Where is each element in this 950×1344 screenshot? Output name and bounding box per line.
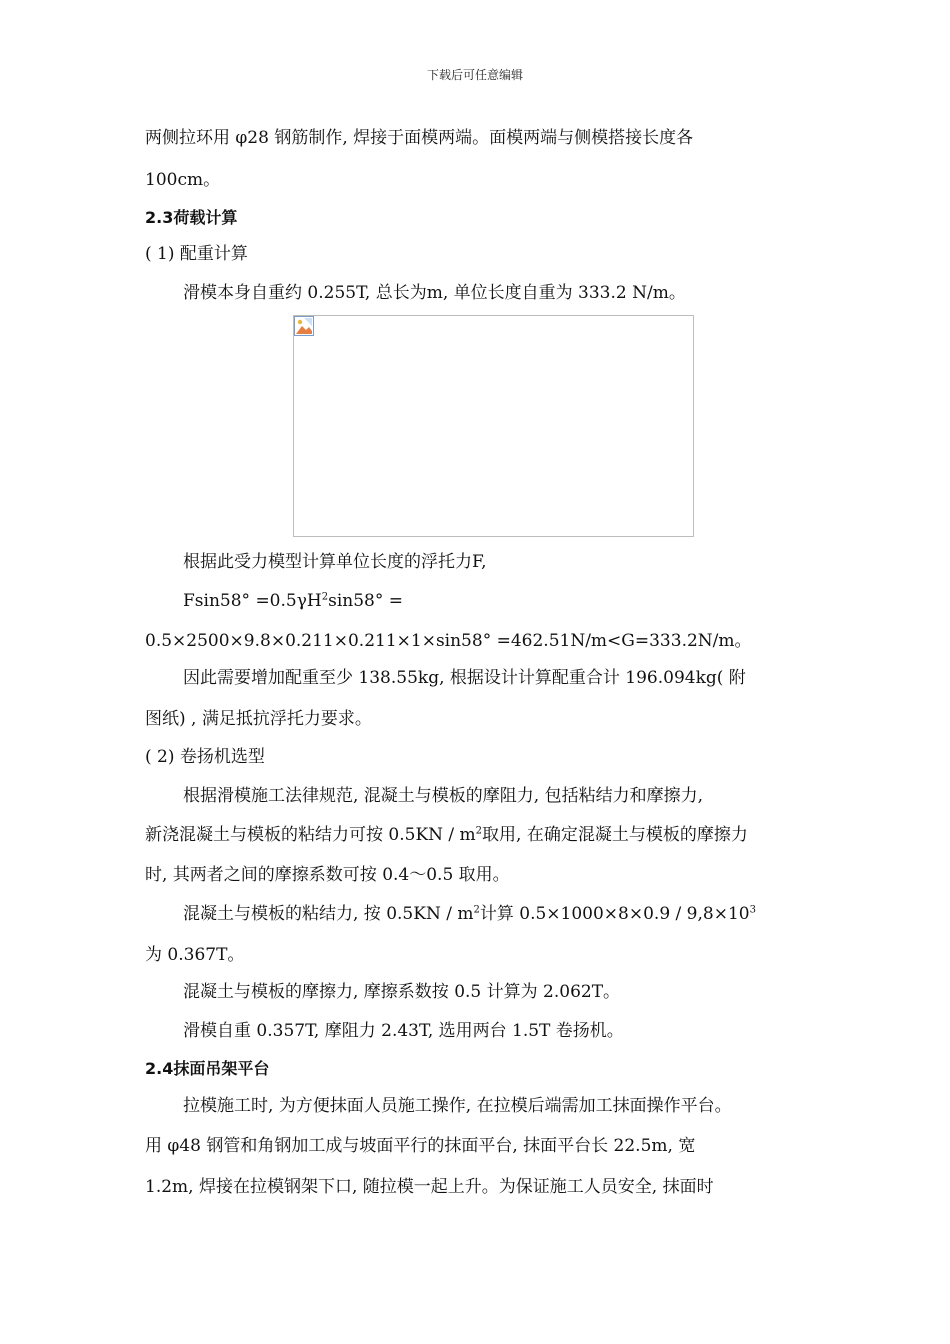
superscript: 3 <box>749 904 756 916</box>
body-line: 根据此受力模型计算单位长度的浮托力F, <box>183 552 487 572</box>
formula-line <box>183 590 403 612</box>
body-line: 图纸) , 满足抵抗浮托力要求。 <box>145 709 372 729</box>
body-line <box>145 824 748 846</box>
subsection-heading: ( 2) 卷扬机选型 <box>145 747 265 767</box>
section-heading-2-3: 2.3荷载计算 <box>145 208 238 227</box>
formula-line: 0.5×2500×9.8×0.211×0.211×1×sin58° =462.51N/m<G=333.2N/m。 <box>145 631 752 651</box>
broken-image-icon <box>294 316 314 336</box>
text-part: 取用, 在确定混凝土与模板的摩擦力 <box>482 825 748 845</box>
text-part: 新浇混凝土与模板的粘结力可按 0.5KN / m <box>145 825 476 845</box>
body-line <box>183 903 756 925</box>
superscript: 2 <box>473 904 480 916</box>
text-part: 计算 0.5×1000×8×0.9 / 9,8×10 <box>479 904 750 924</box>
body-line: 混凝土与模板的摩擦力, 摩擦系数按 0.5 计算为 2.062T。 <box>183 982 621 1002</box>
formula-part: sin58° = <box>328 591 403 611</box>
page-header: 下载后可任意编辑 <box>426 68 523 82</box>
body-line: 时, 其两者之间的摩擦系数可按 0.4～0.5 取用。 <box>145 865 510 885</box>
superscript: 2 <box>475 825 483 837</box>
body-line: 因此需要增加配重至少 138.55kg, 根据设计计算配重合计 196.094kg( 附 <box>183 668 746 688</box>
body-line: 两侧拉环用 φ28 钢筋制作, 焊接于面模两端。面模两端与侧模搭接长度各 <box>145 128 694 148</box>
figure-placeholder <box>293 315 694 537</box>
superscript: 2 <box>321 591 329 603</box>
subsection-heading: ( 1) 配重计算 <box>145 244 248 264</box>
body-line: 拉模施工时, 为方便抹面人员施工操作, 在拉模后端需加工抹面操作平台。 <box>183 1096 732 1116</box>
body-line: 滑模自重 0.357T, 摩阻力 2.43T, 选用两台 1.5T 卷扬机。 <box>183 1021 624 1041</box>
body-line: 滑模本身自重约 0.255T, 总长为m, 单位长度自重为 333.2 N/m。 <box>183 283 686 303</box>
formula-part: Fsin58° =0.5γH <box>183 591 322 611</box>
body-line: 1.2m, 焊接在拉模钢架下口, 随拉模一起上升。为保证施工人员安全, 抹面时 <box>145 1177 714 1197</box>
text-part: 混凝土与模板的粘结力, 按 0.5KN / m <box>183 904 474 924</box>
body-line: 根据滑模施工法律规范, 混凝土与模板的摩阻力, 包括粘结力和摩擦力, <box>183 786 704 806</box>
body-line: 用 φ48 钢管和角钢加工成与坡面平行的抹面平台, 抹面平台长 22.5m, 宽 <box>145 1136 696 1156</box>
body-line: 100cm。 <box>145 170 221 190</box>
body-line: 为 0.367T。 <box>145 945 245 965</box>
section-heading-2-4: 2.4抹面吊架平台 <box>145 1059 270 1078</box>
